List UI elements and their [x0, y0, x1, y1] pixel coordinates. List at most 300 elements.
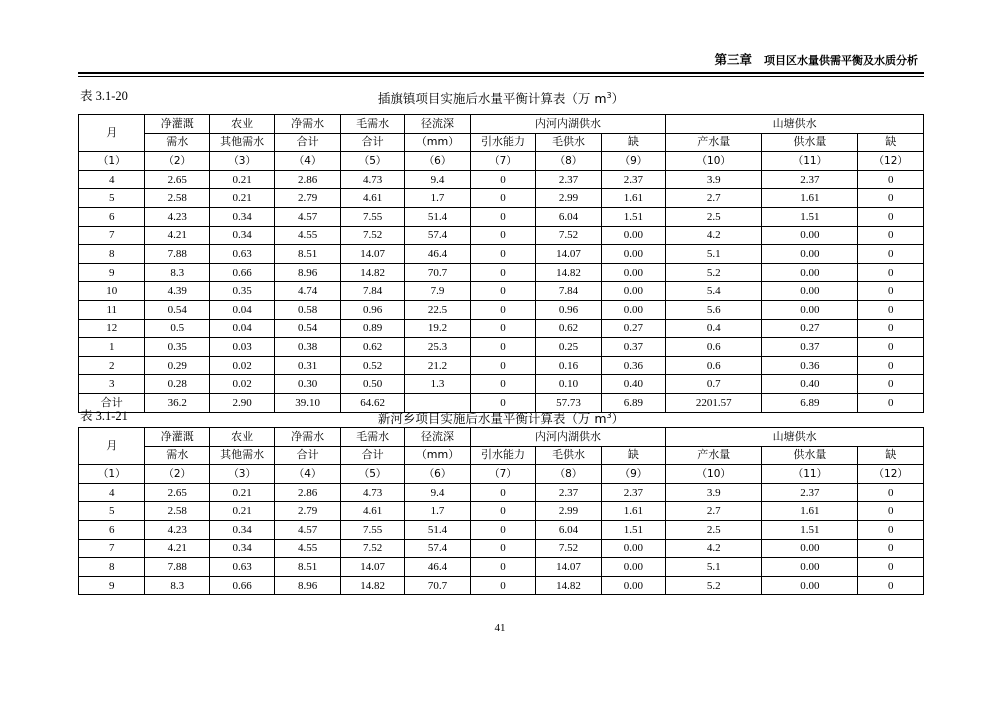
table-cell: 0: [858, 300, 924, 319]
month-cell: 2: [79, 356, 145, 375]
table-cell: 0.96: [536, 300, 601, 319]
month-cell: 9: [79, 576, 145, 595]
month-cell: 4: [79, 170, 145, 189]
table-cell: 57.4: [405, 539, 470, 558]
table-cell: 0: [470, 356, 535, 375]
table-cell: 6.89: [601, 393, 665, 412]
table-cell: 0: [470, 393, 535, 412]
table-cell: 0.54: [275, 319, 340, 338]
month-cell: 6: [79, 207, 145, 226]
table-cell: 4.55: [275, 226, 340, 245]
chapter-label: 第三章: [714, 52, 752, 67]
table-cell: 7.9: [405, 282, 470, 301]
table-cell: 0: [858, 576, 924, 595]
table-cell: 39.10: [275, 393, 340, 412]
table-row: [79, 502, 924, 521]
month-cell: 12: [79, 319, 145, 338]
table-cell: 4.61: [340, 502, 404, 521]
table2-title: 新河乡项目实施后水量平衡计算表（万 $m^3$）: [377, 411, 625, 426]
col-subheader: （mm）: [405, 133, 470, 152]
table-cell: 0.34: [209, 520, 274, 539]
table-cell: 0.4: [666, 319, 762, 338]
table-cell: 0.34: [209, 226, 274, 245]
table-cell: 21.2: [405, 356, 470, 375]
table-cell: 0: [470, 170, 535, 189]
col-index: （11）: [762, 152, 858, 171]
col-subheader: 缺: [858, 446, 924, 465]
table-cell: 0: [470, 539, 535, 558]
table-cell: 2.37: [762, 170, 858, 189]
col-index: （6）: [405, 152, 470, 171]
table-cell: 0.37: [601, 338, 665, 357]
col-subheader: 缺: [601, 133, 665, 152]
table-cell: 1.51: [601, 520, 665, 539]
month-cell: 合计: [79, 393, 145, 412]
table-cell: 57.4: [405, 226, 470, 245]
table-cell: 0.40: [601, 375, 665, 394]
table-cell: 2.86: [275, 483, 340, 502]
table-cell: 1.51: [762, 520, 858, 539]
month-cell: 9: [79, 263, 145, 282]
table-cell: 0: [858, 558, 924, 577]
table-cell: 0.66: [209, 263, 274, 282]
table-cell: 0: [470, 282, 535, 301]
col-index: （8）: [536, 465, 601, 484]
table-cell: 0: [858, 338, 924, 357]
table-cell: 4.23: [145, 520, 209, 539]
col-subheader: 供水量: [762, 133, 858, 152]
table1-body: [79, 170, 924, 412]
table-cell: 5.1: [666, 245, 762, 264]
month-cell: 3: [79, 375, 145, 394]
col-header-month: 月: [79, 428, 145, 465]
col-header: 净灌溉: [145, 428, 209, 447]
col-index: （10）: [666, 465, 762, 484]
table-row: [79, 576, 924, 595]
table-cell: 0.00: [762, 263, 858, 282]
table-cell: 2.86: [275, 170, 340, 189]
table2-index-row: [79, 465, 924, 484]
table-cell: 0: [858, 282, 924, 301]
table-cell: 0: [470, 483, 535, 502]
table-cell: 0: [470, 520, 535, 539]
table-cell: 1.3: [405, 375, 470, 394]
table-cell: 4.57: [275, 520, 340, 539]
table-cell: 7.52: [340, 539, 404, 558]
month-cell: 4: [79, 483, 145, 502]
table2-number: 表 3.1-21: [80, 409, 128, 423]
table-cell: 1.61: [762, 189, 858, 208]
table-cell: 0: [858, 483, 924, 502]
table-row: [79, 375, 924, 394]
table-cell: 8.96: [275, 576, 340, 595]
table-cell: 14.82: [536, 263, 601, 282]
table-cell: 2.79: [275, 189, 340, 208]
table-cell: 2.58: [145, 502, 209, 521]
table-cell: 9.4: [405, 483, 470, 502]
table1-header-row-1: [79, 115, 924, 134]
table-cell: 0: [858, 189, 924, 208]
col-subheader: 缺: [601, 446, 665, 465]
table-cell: 4.73: [340, 483, 404, 502]
col-subheader: 引水能力: [470, 446, 535, 465]
table-cell: 3.9: [666, 483, 762, 502]
table-cell: 4.23: [145, 207, 209, 226]
table-cell: 64.62: [340, 393, 404, 412]
table-cell: 2.79: [275, 502, 340, 521]
table-cell: 0.27: [762, 319, 858, 338]
table-cell: 0: [858, 245, 924, 264]
table-cell: 2.5: [666, 207, 762, 226]
table-cell: 46.4: [405, 558, 470, 577]
table-cell: 7.88: [145, 558, 209, 577]
table-cell: 25.3: [405, 338, 470, 357]
table-cell: 0.30: [275, 375, 340, 394]
table-cell: 0.50: [340, 375, 404, 394]
table-cell: 0.66: [209, 576, 274, 595]
table-cell: 5.2: [666, 576, 762, 595]
table-cell: 1.51: [762, 207, 858, 226]
table-cell: 0: [470, 558, 535, 577]
table-cell: 5.2: [666, 263, 762, 282]
table-cell: 0: [858, 170, 924, 189]
month-cell: 5: [79, 189, 145, 208]
col-index: （4）: [275, 152, 340, 171]
header-rule-thick: [78, 72, 924, 74]
table-cell: 0.00: [601, 558, 665, 577]
table-row: [79, 338, 924, 357]
col-subheader: 需水: [145, 133, 209, 152]
table1-caption: [78, 86, 924, 106]
table-cell: 0.29: [145, 356, 209, 375]
table-cell: 7.52: [536, 539, 601, 558]
table-cell: 51.4: [405, 207, 470, 226]
col-index: （12）: [858, 152, 924, 171]
table-cell: 0.89: [340, 319, 404, 338]
col-index: （12）: [858, 465, 924, 484]
table-cell: 0: [858, 263, 924, 282]
table-cell: 7.88: [145, 245, 209, 264]
table-cell: 0: [858, 319, 924, 338]
table-cell: 7.84: [340, 282, 404, 301]
col-header: 农业: [209, 428, 274, 447]
table-cell: 0: [470, 338, 535, 357]
col-header: 净需水: [275, 115, 340, 134]
col-subheader: 引水能力: [470, 133, 535, 152]
table-cell: 14.07: [340, 558, 404, 577]
col-index: （5）: [340, 152, 404, 171]
table2-body: [79, 483, 924, 595]
table2-header-row-1: [79, 428, 924, 447]
col-subheader: 其他需水: [209, 133, 274, 152]
table-cell: 0: [858, 539, 924, 558]
month-cell: 8: [79, 558, 145, 577]
table-cell: 14.07: [536, 245, 601, 264]
col-index: （2）: [145, 465, 209, 484]
col-index: （9）: [601, 152, 665, 171]
table-cell: 0.36: [762, 356, 858, 375]
table-cell: 0.6: [666, 356, 762, 375]
table-row: [79, 356, 924, 375]
table-cell: 0: [470, 263, 535, 282]
table-cell: 0.38: [275, 338, 340, 357]
table-cell: 1.61: [601, 189, 665, 208]
table-cell: 8.96: [275, 263, 340, 282]
table-cell: 2201.57: [666, 393, 762, 412]
table2-caption: [78, 406, 924, 426]
table-cell: 51.4: [405, 520, 470, 539]
table-cell: 0.02: [209, 375, 274, 394]
table-cell: 2.37: [536, 170, 601, 189]
table-cell: 4.21: [145, 539, 209, 558]
table-cell: 6.04: [536, 520, 601, 539]
table-cell: 22.5: [405, 300, 470, 319]
table-cell: 0.10: [536, 375, 601, 394]
table-cell: 0.00: [601, 245, 665, 264]
table-cell: 0.00: [601, 300, 665, 319]
table-row: [79, 226, 924, 245]
month-cell: 1: [79, 338, 145, 357]
table-cell: 2.37: [601, 483, 665, 502]
table-cell: 4.2: [666, 539, 762, 558]
col-header: 农业: [209, 115, 274, 134]
table-cell: 0.40: [762, 375, 858, 394]
table-cell: 19.2: [405, 319, 470, 338]
table-cell: 8.51: [275, 245, 340, 264]
col-header: 净需水: [275, 428, 340, 447]
table-cell: 0: [470, 226, 535, 245]
table-cell: 0: [858, 393, 924, 412]
table-cell: 70.7: [405, 576, 470, 595]
table-cell: 4.61: [340, 189, 404, 208]
table1-number: 表 3.1-20: [80, 89, 128, 103]
table-cell: 0.21: [209, 502, 274, 521]
col-header: 毛需水: [340, 428, 404, 447]
table-cell: 0.04: [209, 300, 274, 319]
table-cell: 7.55: [340, 520, 404, 539]
table-cell: 14.07: [536, 558, 601, 577]
col-index: （1）: [79, 152, 145, 171]
table-cell: 0.21: [209, 189, 274, 208]
table-cell: 8.51: [275, 558, 340, 577]
table-cell: 0.00: [762, 300, 858, 319]
table-cell: 0.00: [762, 539, 858, 558]
page-number: 41: [494, 622, 506, 634]
table-cell: 1.7: [405, 189, 470, 208]
col-index: （7）: [470, 465, 535, 484]
table-cell: 5.6: [666, 300, 762, 319]
table-cell: 0.21: [209, 170, 274, 189]
col-subheader: 产水量: [666, 133, 762, 152]
table-cell: 5.4: [666, 282, 762, 301]
table-cell: 0.00: [762, 576, 858, 595]
table-cell: 0.00: [762, 226, 858, 245]
table-cell: 46.4: [405, 245, 470, 264]
table-cell: 0.62: [340, 338, 404, 357]
table-cell: 0: [470, 375, 535, 394]
table-cell: 0.25: [536, 338, 601, 357]
table-cell: 7.55: [340, 207, 404, 226]
table-cell: 9.4: [405, 170, 470, 189]
col-index: （3）: [209, 465, 274, 484]
col-index: （7）: [470, 152, 535, 171]
col-subheader: 供水量: [762, 446, 858, 465]
col-index: （9）: [601, 465, 665, 484]
table1: [78, 114, 924, 413]
table-cell: 0.28: [145, 375, 209, 394]
col-index: （5）: [340, 465, 404, 484]
col-subheader: 其他需水: [209, 446, 274, 465]
table-cell: 0.62: [536, 319, 601, 338]
table-cell: 2.37: [601, 170, 665, 189]
table-row: [79, 282, 924, 301]
table-cell: 0.03: [209, 338, 274, 357]
table-cell: 0: [470, 300, 535, 319]
table-cell: 0.00: [762, 282, 858, 301]
table-cell: 2.58: [145, 189, 209, 208]
table-row: [79, 558, 924, 577]
col-subheader: （mm）: [405, 446, 470, 465]
table-cell: 0: [858, 356, 924, 375]
col-index: （4）: [275, 465, 340, 484]
table-cell: 8.3: [145, 576, 209, 595]
table1-index-row: [79, 152, 924, 171]
table-cell: 0.54: [145, 300, 209, 319]
table-cell: 0.7: [666, 375, 762, 394]
table-cell: 7.52: [340, 226, 404, 245]
col-header-group: 内河内湖供水: [470, 428, 665, 447]
table-cell: 0.52: [340, 356, 404, 375]
col-subheader: 合计: [340, 446, 404, 465]
table-cell: 4.2: [666, 226, 762, 245]
table-cell: 6.89: [762, 393, 858, 412]
table-row: [79, 263, 924, 282]
col-header-group: 山塘供水: [666, 428, 924, 447]
table-cell: 0: [470, 576, 535, 595]
table-cell: 0.96: [340, 300, 404, 319]
table-cell: 2.90: [209, 393, 274, 412]
table1-header-row-2: [79, 133, 924, 152]
table-row: [79, 189, 924, 208]
table-row: [79, 245, 924, 264]
table-cell: 6.04: [536, 207, 601, 226]
table-row: [79, 300, 924, 319]
col-subheader: 毛供水: [536, 446, 601, 465]
table-cell: 0.00: [601, 226, 665, 245]
table-cell: 0.27: [601, 319, 665, 338]
col-subheader: 毛供水: [536, 133, 601, 152]
table-cell: 0.35: [209, 282, 274, 301]
month-cell: 11: [79, 300, 145, 319]
table-cell: 0: [858, 520, 924, 539]
table-cell: 2.65: [145, 170, 209, 189]
col-subheader: 缺: [858, 133, 924, 152]
table-cell: 0.34: [209, 539, 274, 558]
table2-header-row-2: [79, 446, 924, 465]
table-row: [79, 520, 924, 539]
table-cell: 0.5: [145, 319, 209, 338]
table-cell: 4.74: [275, 282, 340, 301]
table-cell: 4.57: [275, 207, 340, 226]
table-cell: 0: [470, 207, 535, 226]
table-cell: 0.58: [275, 300, 340, 319]
table-cell: 1.7: [405, 502, 470, 521]
col-index: （10）: [666, 152, 762, 171]
page-header: [78, 50, 918, 70]
table-cell: 70.7: [405, 263, 470, 282]
col-index: （6）: [405, 465, 470, 484]
table-cell: 57.73: [536, 393, 601, 412]
table-row: [79, 170, 924, 189]
col-index: （1）: [79, 465, 145, 484]
table-cell: 0.31: [275, 356, 340, 375]
table-cell: 5.1: [666, 558, 762, 577]
month-cell: 5: [79, 502, 145, 521]
table-cell: 0.21: [209, 483, 274, 502]
table-row: [79, 539, 924, 558]
table-cell: 0: [858, 226, 924, 245]
month-cell: 8: [79, 245, 145, 264]
table-cell: 0.00: [601, 282, 665, 301]
col-header: 径流深: [405, 428, 470, 447]
col-subheader: 产水量: [666, 446, 762, 465]
table-cell: 1.61: [601, 502, 665, 521]
col-header: 净灌溉: [145, 115, 209, 134]
table-cell: 2.99: [536, 502, 601, 521]
table-cell: 0.35: [145, 338, 209, 357]
table-cell: 7.84: [536, 282, 601, 301]
table-cell: 0.00: [762, 558, 858, 577]
month-cell: 6: [79, 520, 145, 539]
table-cell: 14.82: [340, 576, 404, 595]
table-cell: 0.63: [209, 245, 274, 264]
table-cell: 1.61: [762, 502, 858, 521]
table-cell: 14.82: [536, 576, 601, 595]
table-cell: 2.5: [666, 520, 762, 539]
table-cell: 0: [858, 207, 924, 226]
col-subheader: 合计: [340, 133, 404, 152]
table-cell: 0: [858, 502, 924, 521]
col-index: （3）: [209, 152, 274, 171]
col-subheader: 合计: [275, 133, 340, 152]
col-header: 毛需水: [340, 115, 404, 134]
table-cell: 3.9: [666, 170, 762, 189]
header-rule-thin: [78, 76, 924, 77]
table-cell: 2.37: [536, 483, 601, 502]
table-cell: 2.7: [666, 502, 762, 521]
table-cell: 4.21: [145, 226, 209, 245]
table-cell: 0: [470, 502, 535, 521]
month-cell: 7: [79, 226, 145, 245]
table-cell: 0: [470, 319, 535, 338]
table-row: [79, 207, 924, 226]
table-cell: 14.07: [340, 245, 404, 264]
table-cell: 4.39: [145, 282, 209, 301]
table-cell: 0.37: [762, 338, 858, 357]
table-cell: 0.02: [209, 356, 274, 375]
table-cell: 0: [470, 245, 535, 264]
col-header-month: 月: [79, 115, 145, 152]
col-header: 径流深: [405, 115, 470, 134]
table-cell: 2.7: [666, 189, 762, 208]
col-index: （2）: [145, 152, 209, 171]
table-cell: 0: [470, 189, 535, 208]
table-cell: 2.65: [145, 483, 209, 502]
table-cell: 8.3: [145, 263, 209, 282]
col-header-group: 内河内湖供水: [470, 115, 665, 134]
table-cell: 2.37: [762, 483, 858, 502]
table-cell: 4.73: [340, 170, 404, 189]
